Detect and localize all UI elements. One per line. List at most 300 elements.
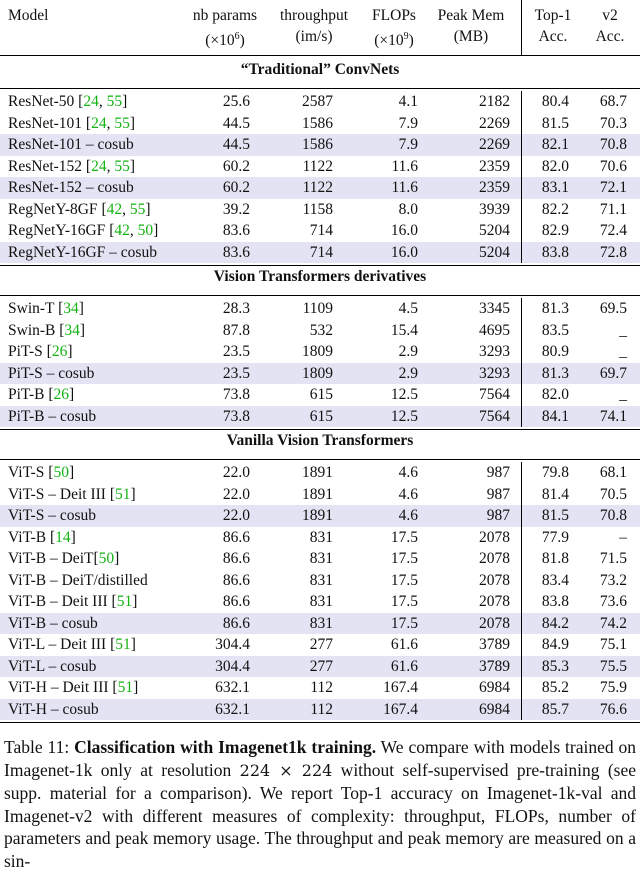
model-name: [8, 363, 94, 385]
v2-value: _: [619, 386, 627, 403]
caption-label: Table 11:: [4, 737, 75, 757]
section-end-rule: [0, 722, 640, 723]
ref-open: [: [109, 222, 115, 239]
ref-close: ]: [69, 386, 75, 403]
header-rule: [0, 55, 640, 56]
throughput-value: 714: [309, 222, 333, 239]
ref-close: ]: [130, 485, 136, 503]
model-name-text: PiT-S – cosub: [8, 364, 95, 382]
model-name: [8, 156, 135, 178]
params-value: 632.1: [215, 679, 250, 696]
v2-value: 71.5: [599, 550, 627, 567]
peakmem-value: 7564: [479, 407, 510, 425]
peakmem-value: 2182: [479, 93, 510, 110]
ref-open: [: [50, 528, 56, 546]
model-name-text: ViT-B – DeiT/distilled: [8, 571, 148, 589]
top1-value: 84.1: [541, 407, 569, 425]
model-name-text: PiT-S: [8, 343, 47, 360]
model-name: [8, 484, 136, 506]
citation-link[interactable]: 26: [51, 343, 68, 360]
section-rule: [0, 88, 640, 89]
params-value: 86.6: [222, 593, 250, 610]
throughput-value: 112: [310, 700, 333, 718]
flops-value: 7.9: [398, 136, 418, 153]
section-rule: [0, 295, 640, 296]
table-row: [0, 156, 640, 178]
peakmem-value: 987: [486, 464, 510, 481]
peakmem-value: 2359: [479, 179, 510, 196]
v2-value: 73.6: [599, 593, 627, 610]
header-params-line1: nb params: [192, 7, 258, 24]
throughput-value: 831: [309, 528, 333, 546]
model-name-text: ViT-S – cosub: [8, 507, 97, 524]
citation-link[interactable]: 42: [106, 200, 123, 218]
top1-value: 81.3: [541, 300, 569, 317]
throughput-value: 831: [309, 550, 333, 567]
ref-close: ]: [68, 464, 75, 481]
top1-value: 80.9: [541, 343, 569, 360]
model-name-text: ResNet-152: [8, 157, 86, 175]
v2-value: 75.9: [599, 679, 627, 696]
table-row: [0, 462, 640, 484]
params-value: 39.2: [222, 200, 250, 218]
params-value: 86.6: [222, 571, 250, 589]
citation-link[interactable]: 50: [137, 222, 154, 239]
flops-value: 2.9: [398, 364, 418, 382]
ref-close: ]: [78, 300, 84, 317]
throughput-value: 615: [309, 407, 333, 425]
ref-close: ]: [130, 636, 136, 653]
model-name: [8, 406, 96, 428]
v2-value: _: [619, 321, 627, 339]
v2-value: 68.7: [599, 93, 627, 110]
citation-link[interactable]: 34: [63, 300, 79, 317]
model-name: [8, 548, 119, 570]
flops-value: 17.5: [390, 571, 418, 589]
table-row: [0, 406, 640, 428]
model-name-text: ResNet-101: [8, 114, 86, 132]
model-name: [8, 113, 135, 135]
model-name: [8, 220, 158, 242]
ref-sep: ,: [106, 157, 115, 175]
header-peakmem-line1: Peak Mem: [437, 7, 505, 24]
top1-value: 82.1: [541, 136, 569, 153]
model-name-text: ViT-S – Deit III: [8, 485, 110, 503]
flops-value: 16.0: [390, 243, 418, 261]
v2-value: 75.5: [599, 657, 627, 675]
table-row: [0, 656, 640, 678]
v2-value: 69.5: [599, 300, 627, 317]
header-params-close: ): [239, 32, 245, 50]
model-name-text: Swin-B: [8, 321, 60, 339]
peakmem-value: 3345: [479, 300, 510, 317]
top1-value: 79.8: [541, 464, 569, 481]
table-caption: [4, 736, 636, 873]
throughput-value: 1809: [302, 364, 333, 382]
v2-value: 69.7: [599, 364, 627, 382]
params-value: 44.5: [222, 114, 250, 132]
params-value: 304.4: [215, 657, 250, 675]
top1-value: 80.4: [541, 93, 569, 110]
model-name-text: PiT-B: [8, 386, 49, 403]
model-name: [8, 505, 96, 527]
model-name-text: ViT-L – Deit III: [8, 636, 111, 653]
throughput-value: 112: [310, 679, 333, 696]
section-title: Vision Transformers derivatives: [213, 268, 427, 285]
ref-open: [: [85, 157, 92, 175]
citation-link[interactable]: 50: [53, 464, 69, 481]
ref-open: [: [110, 636, 116, 653]
v2-value: 70.8: [599, 507, 627, 524]
header-throughput-line1: throughput: [279, 7, 349, 24]
params-value: 22.0: [222, 507, 250, 524]
caption-math: 224 × 224: [239, 760, 333, 780]
throughput-value: 2587: [302, 93, 333, 110]
peakmem-value: 987: [486, 507, 510, 524]
ref-open: [: [78, 93, 84, 110]
ref-close: ]: [70, 528, 76, 546]
throughput-value: 1158: [302, 200, 333, 218]
table-row: [0, 634, 640, 656]
header-params-line2: [175, 26, 275, 51]
section-end-rule: [0, 429, 640, 430]
v2-value: 70.5: [599, 485, 627, 503]
table-row: [0, 199, 640, 221]
caption-title: Classification with Imagenet1k training.: [74, 737, 377, 757]
model-name: [8, 320, 85, 342]
flops-value: 17.5: [390, 550, 418, 567]
v2-value: 74.1: [599, 407, 627, 425]
ref-sep: ,: [122, 200, 130, 218]
peakmem-value: 3789: [479, 657, 510, 675]
model-name: [8, 677, 138, 699]
params-value: 23.5: [222, 364, 250, 382]
peakmem-value: 3293: [479, 364, 510, 382]
flops-value: 4.6: [398, 485, 418, 503]
model-name: [8, 591, 137, 613]
peakmem-value: 6984: [479, 700, 510, 718]
citation-link[interactable]: 24: [91, 114, 107, 132]
model-name: [8, 656, 96, 678]
header-v2-line2: Acc.: [595, 28, 625, 45]
header-flops-base: (×10: [374, 32, 404, 50]
top1-value: 82.0: [541, 386, 569, 403]
peakmem-value: 2359: [479, 157, 510, 175]
citation-link[interactable]: 26: [53, 386, 70, 403]
v2-value: –: [619, 528, 627, 546]
flops-value: 17.5: [390, 528, 418, 546]
top1-value: 82.0: [541, 157, 569, 175]
peakmem-value: 2078: [479, 593, 510, 610]
top1-value: 83.1: [541, 179, 569, 196]
throughput-value: 1891: [302, 507, 333, 524]
v2-value: 68.1: [599, 464, 627, 481]
throughput-value: 1891: [302, 485, 333, 503]
params-value: 304.4: [215, 636, 250, 653]
flops-value: 8.0: [398, 200, 418, 218]
model-name: [8, 341, 72, 363]
table-row: [0, 220, 640, 242]
peakmem-value: 4695: [479, 321, 510, 339]
params-value: 60.2: [222, 179, 250, 196]
ref-open: [: [101, 200, 107, 218]
citation-link[interactable]: 55: [114, 157, 130, 175]
top1-value: 82.9: [541, 222, 569, 239]
header-flops-line1: FLOPs: [372, 7, 416, 24]
model-name-text: RegNetY-8GF: [8, 200, 102, 218]
peakmem-value: 7564: [479, 386, 510, 403]
model-name-text: ViT-L – cosub: [8, 657, 97, 675]
header-vertical-rule: [521, 0, 522, 55]
header-v2: [560, 5, 640, 47]
top1-value: 85.3: [541, 657, 569, 675]
params-value: 83.6: [222, 243, 250, 261]
citation-link[interactable]: 50: [98, 550, 115, 567]
v2-value: 70.6: [599, 157, 627, 175]
model-name: [8, 298, 84, 320]
table-row: [0, 320, 640, 342]
table-row: [0, 134, 640, 156]
params-value: 632.1: [215, 700, 250, 718]
model-name-text: PiT-B – cosub: [8, 407, 97, 425]
v2-value: _: [619, 343, 627, 360]
top1-value: 81.8: [541, 550, 569, 567]
model-name-text: ResNet-50: [8, 93, 79, 110]
peakmem-value: 6984: [479, 679, 510, 696]
throughput-value: 615: [309, 386, 333, 403]
params-value: 73.8: [222, 407, 250, 425]
table-row: [0, 177, 640, 199]
flops-value: 4.6: [398, 464, 418, 481]
throughput-value: 532: [309, 321, 333, 339]
citation-link[interactable]: 55: [114, 114, 130, 132]
flops-value: 4.6: [398, 507, 418, 524]
flops-value: 61.6: [390, 636, 418, 653]
params-value: 28.3: [222, 300, 250, 317]
model-name: [8, 177, 134, 199]
v2-value: 72.4: [599, 222, 627, 239]
ref-open: [: [109, 485, 115, 503]
v2-value: 70.3: [599, 114, 627, 132]
citation-link[interactable]: 51: [115, 485, 131, 503]
ref-open: [: [112, 679, 118, 696]
params-value: 23.5: [222, 343, 250, 360]
ref-open: [: [46, 343, 52, 360]
v2-value: 75.1: [599, 636, 627, 653]
top1-value: 81.5: [541, 507, 569, 524]
citation-link[interactable]: 24: [91, 157, 107, 175]
peakmem-value: 2269: [479, 136, 510, 153]
table-row: [0, 113, 640, 135]
flops-value: 16.0: [390, 222, 418, 239]
throughput-value: 1122: [302, 179, 333, 196]
table-row: [0, 384, 640, 406]
citation-link[interactable]: 34: [64, 321, 80, 339]
model-name: [8, 91, 127, 113]
flops-value: 4.1: [398, 93, 418, 110]
ref-open: [: [58, 300, 64, 317]
flops-value: 167.4: [383, 700, 418, 718]
flops-value: 4.5: [398, 300, 418, 317]
citation-link[interactable]: 24: [83, 93, 99, 110]
ref-close: ]: [145, 200, 151, 218]
model-name-text: ViT-H – cosub: [8, 700, 99, 718]
table-row: [0, 484, 640, 506]
ref-close: ]: [67, 343, 73, 360]
ref-open: [: [85, 114, 92, 132]
section-vertical-rule: [521, 298, 522, 427]
peakmem-value: 2078: [479, 528, 510, 546]
flops-value: 2.9: [398, 343, 418, 360]
model-name: [8, 462, 74, 484]
model-name-text: ViT-S: [8, 464, 49, 481]
header-peakmem-line2: (MB): [453, 28, 489, 45]
model-name-text: ViT-B – DeiT: [8, 550, 94, 567]
header-top1-line2: Acc.: [538, 28, 568, 45]
v2-value: 76.6: [599, 700, 627, 718]
peakmem-value: 5204: [479, 243, 510, 261]
model-name-text: Swin-T: [8, 300, 59, 317]
v2-value: 73.2: [599, 571, 627, 589]
top1-value: 82.2: [541, 200, 569, 218]
caption-text-2: without self-supervised pre-training (see supp. material for a comparison). We report Top-1 accuracy on Imagenet-1k-val and Imagenet-v2 with different measures of complexity: throughput, FLOPs, number of parameters and peak memory usage. The throughput and peak memory are measured on a sin-: [4, 759, 636, 871]
table-row: [0, 677, 640, 699]
table-row: [0, 298, 640, 320]
throughput-value: 277: [309, 636, 333, 653]
ref-close: ]: [114, 550, 120, 567]
params-value: 22.0: [222, 485, 250, 503]
model-name: [8, 699, 99, 721]
header-model-line1: Model: [8, 7, 49, 24]
model-name-text: RegNetY-16GF – cosub: [8, 243, 157, 261]
ref-close: ]: [122, 93, 128, 110]
citation-link[interactable]: 14: [55, 528, 71, 546]
top1-value: 85.7: [541, 700, 569, 718]
ref-sep: ,: [98, 93, 107, 110]
citation-link[interactable]: 42: [114, 222, 130, 239]
table-row: [0, 91, 640, 113]
ref-open: [: [111, 593, 117, 610]
peakmem-value: 2269: [479, 114, 510, 132]
v2-value: 71.1: [599, 200, 627, 218]
top1-value: 81.4: [541, 485, 569, 503]
peakmem-value: 2078: [479, 614, 510, 632]
params-value: 86.6: [222, 614, 250, 632]
top1-value: 83.4: [541, 571, 569, 589]
peakmem-value: 2078: [479, 571, 510, 589]
throughput-value: 831: [309, 571, 333, 589]
throughput-value: 277: [309, 657, 333, 675]
flops-value: 61.6: [390, 657, 418, 675]
section-title: Vanilla Vision Transformers: [226, 432, 414, 449]
v2-value: 74.2: [599, 614, 627, 632]
section-title: “Traditional” ConvNets: [240, 61, 400, 78]
table-row: [0, 570, 640, 592]
params-value: 87.8: [222, 321, 250, 339]
section-end-rule: [0, 265, 640, 266]
model-name-text: ResNet-101 – cosub: [8, 136, 134, 153]
ref-close: ]: [79, 321, 86, 339]
params-value: 60.2: [222, 157, 250, 175]
model-name: [8, 527, 76, 549]
ref-sep: ,: [129, 222, 138, 239]
peakmem-value: 3293: [479, 343, 510, 360]
flops-value: 167.4: [383, 679, 418, 696]
peakmem-value: 5204: [479, 222, 510, 239]
header-params-base: (×10: [205, 32, 235, 50]
flops-value: 17.5: [390, 593, 418, 610]
table-row: [0, 699, 640, 721]
flops-value: 12.5: [390, 407, 418, 425]
top1-value: 83.5: [541, 321, 569, 339]
section-rule: [0, 459, 640, 460]
flops-value: 11.6: [391, 157, 418, 175]
caption-text-1: We compare with models trained on Imagenet-1k only at resolution: [4, 737, 636, 780]
flops-value: 7.9: [398, 114, 418, 132]
model-name: [8, 134, 134, 156]
params-value: 73.8: [222, 386, 250, 403]
v2-value: 70.8: [599, 136, 627, 153]
throughput-value: 1586: [302, 114, 333, 132]
table-row: [0, 548, 640, 570]
table-row: [0, 341, 640, 363]
header-flops-close: ): [408, 32, 414, 50]
top1-value: 83.8: [541, 243, 569, 261]
table-row: [0, 613, 640, 635]
model-name-text: ViT-B – Deit III: [8, 593, 112, 610]
model-name: [8, 634, 136, 656]
ref-open: [: [48, 386, 54, 403]
params-value: 86.6: [222, 528, 250, 546]
top1-value: 84.9: [541, 636, 569, 653]
top1-value: 84.2: [541, 614, 569, 632]
throughput-value: 831: [309, 593, 333, 610]
top1-value: 85.2: [541, 679, 569, 696]
model-name: [8, 570, 148, 592]
peakmem-value: 3939: [479, 200, 510, 218]
header-throughput-line2: (im/s): [295, 28, 333, 45]
table-row: [0, 505, 640, 527]
throughput-value: 1122: [302, 157, 333, 175]
params-value: 44.5: [222, 136, 250, 153]
citation-link[interactable]: 51: [116, 593, 133, 610]
table-row: [0, 363, 640, 385]
params-value: 83.6: [222, 222, 250, 239]
citation-link[interactable]: 51: [115, 636, 131, 653]
model-name-text: ViT-B: [8, 528, 50, 546]
table-row: [0, 527, 640, 549]
peakmem-value: 3789: [479, 636, 510, 653]
citation-link[interactable]: 55: [106, 93, 123, 110]
ref-close: ]: [153, 222, 159, 239]
model-name: [8, 242, 157, 264]
ref-close: ]: [133, 679, 139, 696]
peakmem-value: 2078: [479, 550, 510, 567]
model-name: [8, 199, 151, 221]
ref-open: [: [59, 321, 65, 339]
table-row: [0, 591, 640, 613]
model-name: [8, 384, 74, 406]
header-params: [175, 5, 275, 51]
section-vertical-rule: [521, 462, 522, 720]
flops-value: 12.5: [390, 386, 418, 403]
model-name-text: RegNetY-16GF: [8, 222, 110, 239]
params-value: 25.6: [222, 93, 250, 110]
header-model: [8, 5, 48, 26]
citation-link[interactable]: 55: [129, 200, 146, 218]
header-v2-line1: v2: [602, 7, 618, 24]
citation-link[interactable]: 51: [117, 679, 134, 696]
